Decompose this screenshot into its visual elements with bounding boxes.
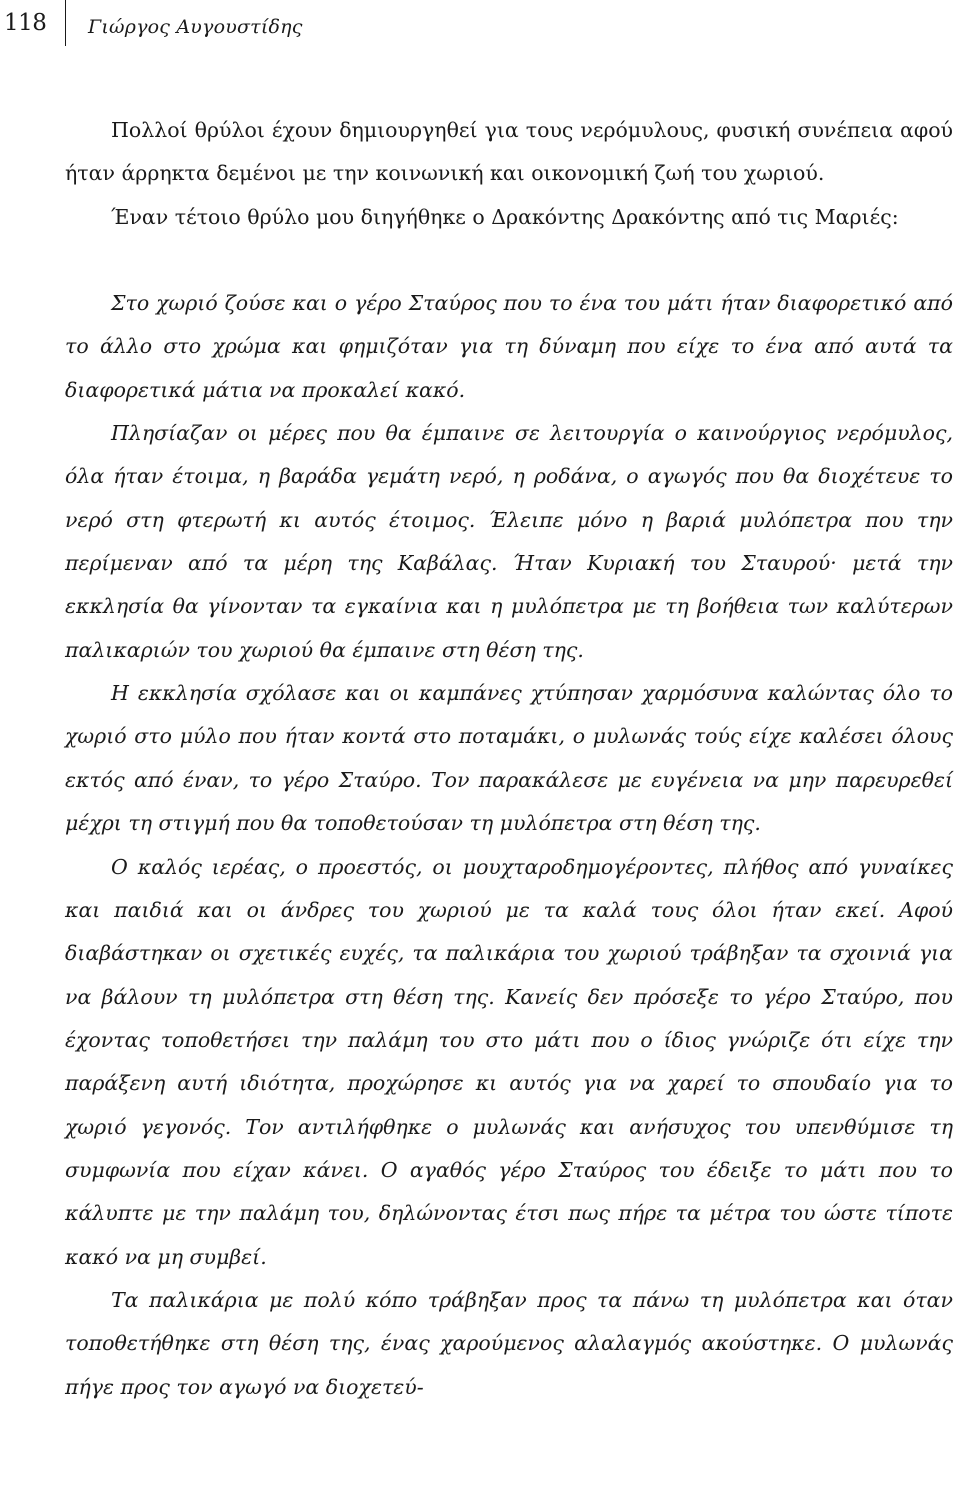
- running-head-author: Γιώργος Αυγουστίδης: [88, 16, 303, 38]
- body-text: [65, 109, 953, 1409]
- story-paragraph: Πλησίαζαν οι μέρες που θα έμπαινε σε λειτουργία ο καινούργιος νερόμυλος, όλα ήταν έτοιμα, η βαράδα γεμάτη νερό, η ροδάνα, ο αγωγός που θα διοχέτευε το νερό στη φτερωτή κι αυτός έτοιμος. Έλειπε μόνο η βαριά μυλόπετρα που την περίμεναν από τα μέρη της Καβάλας. Ήταν Κυριακή του Σταυρού· μετά την εκκλησία θα γίνονταν τα εγκαίνια και η μυλόπετρα με τη βοήθεια των καλύτερων παλικαριών του χωριού θα έμπαινε στη θέση της.: [65, 421, 953, 662]
- story-paragraph: Η εκκλησία σχόλασε και οι καμπάνες χτύπησαν χαρμόσυνα καλώντας όλο το χωριό στο μύλο που ήταν κοντά στο ποταμάκι, ο μυλωνάς τούς είχε καλέσει όλους εκτός από έναν, το γέρο Σταύρο. Τον παρακάλεσε με ευγένεια να μην παρευρεθεί μέχρι τη στιγμή που θα τοποθετούσαν τη μυλόπετρα στη θέση της.: [65, 681, 953, 836]
- story-paragraph: Τα παλικάρια με πολύ κόπο τράβηξαν προς τα πάνω τη μυλόπετρα και όταν τοποθετήθηκε στη θέση της, ένας χαρούμενος αλαλαγμός ακούστηκε. Ο μυλωνάς πήγε προς τον αγωγό να διοχετεύ-: [65, 1287, 953, 1399]
- header-divider: [65, 0, 66, 46]
- page-number: 118: [4, 10, 47, 36]
- paragraph: Πολλοί θρύλοι έχουν δημιουργηθεί για τους νερόμυλους, φυσική συνέπεια αφού ήταν άρρηκτα δεμένοι με την κοινωνική και οικονομική ζωή του χωριού.: [65, 118, 953, 186]
- story-paragraph: Ο καλός ιερέας, ο προεστός, οι μουχταροδημογέροντες, πλήθος από γυναίκες και παιδιά και οι άνδρες του χωριού με τα καλά τους όλοι ήταν εκεί. Αφού διαβάστηκαν οι σχετικές ευχές, τα παλικάρια του χωριού τράβηξαν τα σχοινιά για να βάλουν τη μυλόπετρα στη θέση της. Κανείς δεν πρόσεξε το γέρο Σταύρο, που έχοντας τοποθετήσει την παλάμη του στο μάτι που ο ίδιος γνώριζε ότι είχε την παράξενη αυτή ιδιότητα, προχώρησε κι αυτός για να χαρεί το σπουδαίο για το χωριό γεγονός. Τον αντιλήφθηκε ο μυλωνάς και ανήσυχος του υπενθύμισε τη συμφωνία που είχαν κάνει. Ο αγαθός γέρο Σταύρος του έδειξε το μάτι που το κάλυπτε με την παλάμη του, δηλώνοντας έτσι πως πήρε τα μέτρα του ώστε τίποτε κακό να μη συμβεί.: [65, 854, 953, 1269]
- running-header: [0, 0, 960, 46]
- story-paragraph: Στο χωριό ζούσε και ο γέρο Σταύρος που το ένα του μάτι ήταν διαφορετικό από το άλλο στο χρώμα και φημιζόταν για τη δύναμη που είχε το ένα από αυτά τα διαφορετικά μάτια να προκαλεί κακό.: [65, 291, 953, 402]
- paragraph: Έναν τέτοιο θρύλο μου διηγήθηκε ο Δρακόντης Δρακόντης από τις Μαριές:: [111, 204, 899, 229]
